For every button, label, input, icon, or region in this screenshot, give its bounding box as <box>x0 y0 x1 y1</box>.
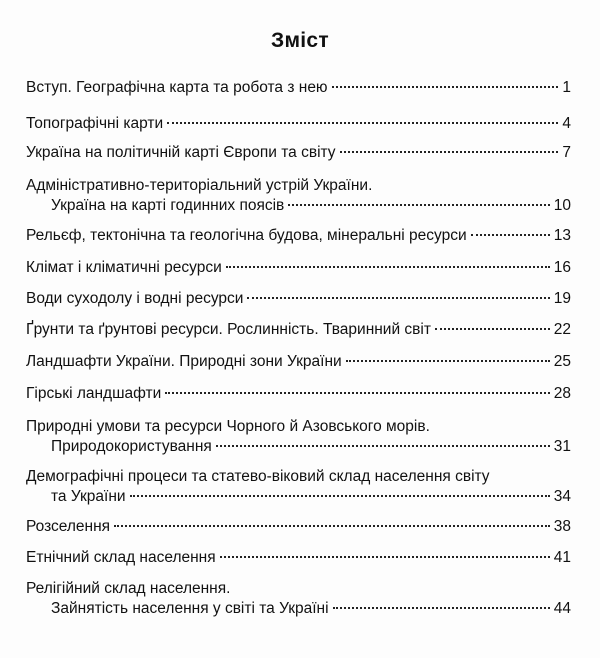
toc-row <box>26 352 571 372</box>
dot-leader <box>340 151 559 153</box>
toc-entry-title: та України <box>51 488 126 505</box>
toc-entry[interactable] <box>26 289 571 309</box>
toc-row <box>26 78 571 98</box>
dot-leader <box>220 556 550 558</box>
toc-entry-title: Природокористування <box>51 438 212 455</box>
toc-entry-title-line: Демографічні процеси та статево-віковий склад населення світу <box>26 468 490 485</box>
toc-entry[interactable] <box>26 78 571 98</box>
toc-entry[interactable] <box>26 352 571 372</box>
page-title: Зміст <box>271 29 329 52</box>
toc-row <box>26 320 571 340</box>
toc-row <box>26 487 571 507</box>
toc-row <box>26 258 571 278</box>
toc-entry-title-line: Адміністративно-територіальний устрій України. <box>26 177 373 194</box>
toc-row <box>26 437 571 457</box>
toc-entry-title-line: Релігійний склад населення. <box>26 580 231 597</box>
dot-leader <box>332 86 559 88</box>
toc-entry[interactable] <box>26 548 571 568</box>
toc-row <box>26 599 571 619</box>
toc-entry[interactable] <box>26 320 571 340</box>
toc-page-number: 1 <box>562 79 571 96</box>
toc-entry-title: Рельєф, тектонічна та геологічна будова, мінеральні ресурси <box>26 227 467 244</box>
toc-page-number: 38 <box>553 518 571 535</box>
toc-page-number: 41 <box>553 549 571 566</box>
toc-entry-title: Україна на карті годинних поясів <box>51 197 285 214</box>
toc-page-number: 7 <box>562 144 571 161</box>
toc-page-number: 22 <box>553 321 571 338</box>
toc-row <box>26 548 571 568</box>
toc-entry-title: Клімат і кліматичні ресурси <box>26 259 222 276</box>
toc-page-number: 16 <box>553 259 571 276</box>
toc-page-number: 4 <box>562 115 571 132</box>
toc-entry-title: Води суходолу і водні ресурси <box>26 290 244 307</box>
toc-entry-title-line: Природні умови та ресурси Чорного й Азовського морів. <box>26 418 430 435</box>
toc-row <box>26 289 571 309</box>
toc-entry-title: Розселення <box>26 518 111 535</box>
toc-entry-title: Гірські ландшафти <box>26 385 162 402</box>
dot-leader <box>247 297 549 299</box>
toc-entry[interactable] <box>26 258 571 278</box>
toc-row <box>26 384 571 404</box>
toc-entry[interactable] <box>26 467 571 507</box>
toc-entry-title: Україна на політичній карті Європи та світу <box>26 144 336 161</box>
dot-leader <box>114 525 550 527</box>
toc-entry[interactable] <box>26 226 571 246</box>
toc-row <box>26 517 571 537</box>
toc-page-number: 31 <box>553 438 571 455</box>
toc-row <box>26 196 571 216</box>
toc-entry[interactable] <box>26 176 571 216</box>
dot-leader <box>216 445 550 447</box>
toc-entry[interactable] <box>26 579 571 619</box>
dot-leader <box>333 607 550 609</box>
toc-entry[interactable] <box>26 114 571 134</box>
toc-row <box>26 143 571 163</box>
dot-leader <box>167 122 558 124</box>
toc-entry[interactable] <box>26 143 571 163</box>
toc-page-number: 28 <box>553 385 571 402</box>
toc-row <box>26 114 571 134</box>
toc-page-number: 13 <box>553 227 571 244</box>
toc-entry[interactable] <box>26 384 571 404</box>
toc-entry-title: Ландшафти України. Природні зони України <box>26 353 342 370</box>
toc-entry-title: Ґрунти та ґрунтові ресурси. Рослинність. Тваринний світ <box>26 321 431 338</box>
toc-entry-title: Зайнятість населення у світі та Україні <box>51 600 329 617</box>
toc-page-number: 44 <box>553 600 571 617</box>
toc-page-number: 25 <box>553 353 571 370</box>
dot-leader <box>435 328 550 330</box>
toc-page-number: 10 <box>553 197 571 214</box>
toc-entry-title: Топографічні карти <box>26 115 164 132</box>
toc-row <box>26 226 571 246</box>
dot-leader <box>288 204 549 206</box>
dot-leader <box>226 266 550 268</box>
toc-page-number: 19 <box>553 290 571 307</box>
toc-entry[interactable] <box>26 417 571 457</box>
dot-leader <box>165 392 549 394</box>
toc-entry-title: Етнічний склад населення <box>26 549 216 566</box>
dot-leader <box>471 234 550 236</box>
dot-leader <box>130 495 550 497</box>
toc-page-number: 34 <box>553 488 571 505</box>
toc-entry-title: Вступ. Географічна карта та робота з нею <box>26 79 328 96</box>
toc-entry[interactable] <box>26 517 571 537</box>
dot-leader <box>346 360 550 362</box>
